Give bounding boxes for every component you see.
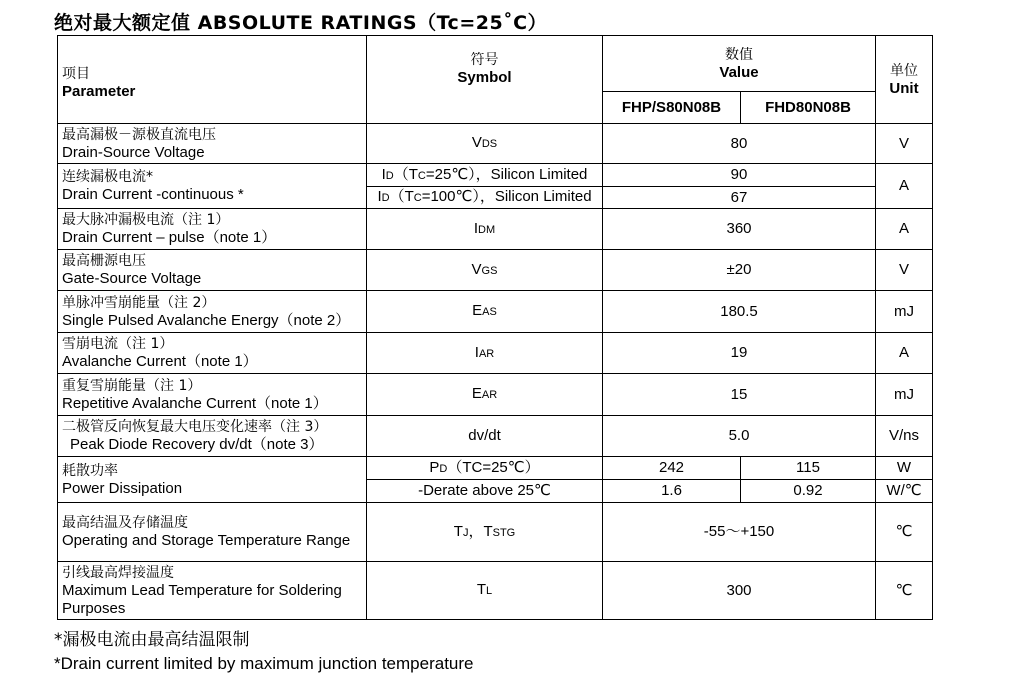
- symbol-sub: AS: [482, 306, 497, 318]
- table-row: [58, 209, 933, 250]
- value-cell: 5.0: [603, 416, 876, 457]
- page-title: 绝对最大额定值 ABSOLUTE RATINGS（Tc=25˚C）: [54, 12, 548, 34]
- table-row: [58, 164, 933, 187]
- symbol-sub: AR: [478, 347, 495, 360]
- param-cell: [58, 333, 367, 374]
- symbol-sub: L: [486, 585, 493, 597]
- unit-cell: V: [876, 124, 933, 164]
- symbol-main: I: [381, 165, 386, 183]
- value-cell: 300: [603, 562, 876, 620]
- table-row: [58, 291, 933, 333]
- param-zh: 最高漏极－源极直流电压: [62, 126, 216, 143]
- symbol-rest: （T: [393, 165, 418, 183]
- unit-cell: ℃: [876, 562, 933, 620]
- value-cell-a: 1.6: [603, 480, 741, 503]
- param-zh: 二极管反向恢复最大电压变化速率（注 3）: [62, 419, 328, 435]
- header-row-1: [58, 36, 933, 92]
- symbol-cell: [367, 164, 603, 187]
- param-zh: 最高结温及存储温度: [62, 515, 188, 531]
- symbol-main: V: [471, 134, 482, 151]
- symbol-main: I: [474, 343, 479, 361]
- symbol-sub: D: [385, 169, 394, 182]
- symbol-cell: [367, 457, 603, 480]
- symbol-sub: DM: [478, 223, 496, 236]
- header-parameter-zh: 项目: [62, 66, 90, 82]
- table-row: [58, 250, 933, 291]
- unit-cell: A: [876, 209, 933, 250]
- header-symbol-zh: 符号: [470, 51, 499, 68]
- header-symbol-en: Symbol: [457, 68, 512, 86]
- param-cell: [58, 124, 367, 164]
- symbol-sub: C: [417, 169, 426, 182]
- param-zh: 单脉冲雪崩能量（注 2）: [62, 294, 216, 311]
- unit-cell: W/℃: [876, 480, 933, 503]
- footnote-en: *Drain current limited by maximum junction temperature: [54, 654, 474, 673]
- symbol-main: E: [472, 302, 483, 319]
- param-en: Avalanche Current（note 1）: [62, 353, 258, 370]
- symbol-sub: STG: [492, 526, 516, 539]
- value-cell: 67: [603, 187, 876, 209]
- param-cell: [58, 291, 367, 333]
- header-unit: [876, 36, 933, 124]
- symbol-main: I: [377, 188, 382, 205]
- symbol-sub: C: [413, 192, 422, 204]
- param-en: Peak Diode Recovery dv/dt（note 3）: [70, 436, 324, 453]
- param-cell: [58, 209, 367, 250]
- header-value: [603, 36, 876, 92]
- symbol-sub: J: [462, 526, 469, 539]
- symbol-tail: =25℃），Silicon Limited: [425, 165, 588, 183]
- symbol-cell: [367, 209, 603, 250]
- symbol-sub: AR: [481, 389, 498, 401]
- symbol-rest: （T: [389, 188, 414, 205]
- param-cell: [58, 164, 367, 209]
- table-row: [58, 562, 933, 620]
- symbol-cell: [367, 562, 603, 620]
- value-cell: 15: [603, 374, 876, 416]
- symbol-sub: D: [381, 192, 390, 204]
- header-symbol: [367, 36, 603, 124]
- table-row: [58, 374, 933, 416]
- symbol-rest: ，T: [468, 522, 493, 540]
- value-cell: 80: [603, 124, 876, 164]
- param-zh: 连续漏极电流*: [62, 169, 153, 185]
- header-unit-zh: 单位: [890, 62, 919, 79]
- symbol-main: E: [471, 385, 482, 402]
- param-zh: 耗散功率: [62, 462, 118, 479]
- symbol-main: T: [476, 581, 487, 598]
- symbol-tail: （TC=25℃）: [447, 458, 540, 476]
- symbol-cell: [367, 503, 603, 562]
- unit-cell: V: [876, 250, 933, 291]
- header-value-en: Value: [719, 63, 759, 81]
- header-parameter: [58, 36, 367, 124]
- symbol-cell: [367, 250, 603, 291]
- param-zh: 最大脉冲漏极电流（注 1）: [62, 212, 230, 228]
- unit-cell: V/ns: [876, 416, 933, 457]
- symbol-cell: [367, 374, 603, 416]
- unit-cell: ℃: [876, 503, 933, 562]
- param-cell: [58, 374, 367, 416]
- table-row: [58, 333, 933, 374]
- header-unit-en: Unit: [889, 79, 919, 97]
- param-en: Drain Current – pulse（note 1）: [62, 229, 277, 246]
- param-zh: 雪崩电流（注 1）: [62, 336, 174, 352]
- param-en: Operating and Storage Temperature Range: [62, 532, 351, 549]
- symbol-sub: D: [439, 462, 448, 475]
- symbol-main: I: [473, 219, 479, 237]
- param-en: Repetitive Avalanche Current（note 1）: [62, 394, 328, 412]
- value-cell: -55～+150: [603, 503, 876, 562]
- param-cell: [58, 503, 367, 562]
- symbol-main: T: [453, 522, 463, 540]
- param-en: Drain-Source Voltage: [62, 143, 205, 161]
- table-row: [58, 457, 933, 480]
- symbol-sub: DS: [481, 138, 498, 150]
- symbol-main: P: [429, 458, 440, 476]
- unit-cell: mJ: [876, 374, 933, 416]
- param-en: Drain Current -continuous *: [62, 186, 244, 203]
- header-parameter-en: Parameter: [62, 83, 136, 100]
- symbol-main: V: [471, 260, 482, 278]
- param-en: Single Pulsed Avalanche Energy（note 2）: [62, 311, 351, 329]
- symbol-cell: [367, 124, 603, 164]
- unit-cell: A: [876, 333, 933, 374]
- symbol-cell: [367, 333, 603, 374]
- header-value-zh: 数值: [725, 46, 753, 63]
- value-cell: 180.5: [603, 291, 876, 333]
- value-cell: ±20: [603, 250, 876, 291]
- unit-cell: mJ: [876, 291, 933, 333]
- param-cell: [58, 562, 367, 620]
- header-part-a: FHP/S80N08B: [603, 92, 741, 124]
- symbol-cell: [367, 291, 603, 333]
- value-cell: 19: [603, 333, 876, 374]
- value-cell-a: 242: [603, 457, 741, 480]
- param-cell: [58, 457, 367, 503]
- param-cell: [58, 250, 367, 291]
- table-row: [58, 124, 933, 164]
- param-zh: 重复雪崩能量（注 1）: [62, 377, 202, 394]
- value-cell: 360: [603, 209, 876, 250]
- param-cell: [58, 416, 367, 457]
- symbol-cell: [367, 187, 603, 209]
- header-part-b: FHD80N08B: [741, 92, 876, 124]
- value-cell: 90: [603, 164, 876, 187]
- unit-cell: W: [876, 457, 933, 480]
- unit-cell: A: [876, 164, 933, 209]
- value-cell-b: 0.92: [741, 480, 876, 503]
- symbol-cell: dv/dt: [367, 416, 603, 457]
- param-en: Maximum Lead Temperature for Soldering Purposes: [62, 581, 342, 617]
- param-zh: 最高栅源电压: [62, 253, 146, 269]
- symbol-sub: GS: [481, 264, 498, 277]
- symbol-cell: -Derate above 25℃: [367, 480, 603, 503]
- table-row: [58, 416, 933, 457]
- param-zh: 引线最高焊接温度: [62, 564, 174, 581]
- value-cell-b: 115: [741, 457, 876, 480]
- footnote-zh: *漏极电流由最高结温限制: [54, 630, 250, 650]
- table-row: [58, 503, 933, 562]
- symbol-tail: =100℃），Silicon Limited: [421, 188, 592, 205]
- absolute-ratings-table: [57, 35, 933, 620]
- param-en: Gate-Source Voltage: [62, 270, 202, 287]
- param-en: Power Dissipation: [62, 479, 183, 497]
